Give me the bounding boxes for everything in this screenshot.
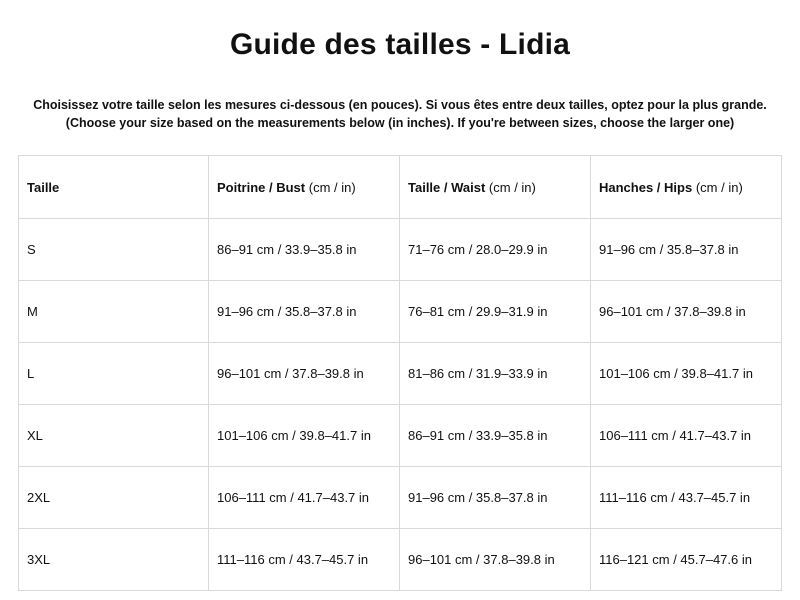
hips-cell: 101–106 cm / 39.8–41.7 in (591, 343, 782, 405)
page-title: Guide des tailles - Lidia (229, 28, 571, 61)
intro-text (0, 96, 800, 132)
table-header-row (19, 156, 782, 219)
waist-cell: 91–96 cm / 35.8–37.8 in (400, 467, 591, 529)
table-row (19, 529, 782, 591)
waist-cell: 86–91 cm / 33.9–35.8 in (400, 405, 591, 467)
header-waist (400, 156, 591, 219)
hips-cell: 106–111 cm / 41.7–43.7 in (591, 405, 782, 467)
table-row (19, 467, 782, 529)
table-row (19, 343, 782, 405)
hips-cell: 111–116 cm / 43.7–45.7 in (591, 467, 782, 529)
table-row (19, 219, 782, 281)
table-row (19, 281, 782, 343)
header-hips-unit: (cm / in) (695, 179, 743, 195)
table-row (19, 405, 782, 467)
header-size (19, 156, 209, 219)
waist-cell: 81–86 cm / 31.9–33.9 in (400, 343, 591, 405)
size-cell: M (19, 281, 209, 343)
bust-cell: 106–111 cm / 41.7–43.7 in (209, 467, 400, 529)
bust-cell: 111–116 cm / 43.7–45.7 in (209, 529, 400, 591)
hips-cell: 116–121 cm / 45.7–47.6 in (591, 529, 782, 591)
hips-cell: 91–96 cm / 35.8–37.8 in (591, 219, 782, 281)
bust-cell: 96–101 cm / 37.8–39.8 in (209, 343, 400, 405)
bust-cell: 101–106 cm / 39.8–41.7 in (209, 405, 400, 467)
size-table (18, 155, 782, 591)
size-cell: S (19, 219, 209, 281)
waist-cell: 96–101 cm / 37.8–39.8 in (400, 529, 591, 591)
intro-line-french: Choisissez votre taille selon les mesures ci-dessous (en pouces). Si vous êtes entre deux tailles, optez pour la plus grande. (33, 98, 767, 112)
header-bust (209, 156, 400, 219)
bust-cell: 91–96 cm / 35.8–37.8 in (209, 281, 400, 343)
hips-cell: 96–101 cm / 37.8–39.8 in (591, 281, 782, 343)
header-waist-unit: (cm / in) (488, 179, 536, 195)
header-bust-label: Poitrine / Bust (217, 179, 306, 195)
intro-line-english: (Choose your size based on the measurements below (in inches). If you're between sizes, choose the larger one) (65, 116, 735, 130)
bust-cell: 86–91 cm / 33.9–35.8 in (209, 219, 400, 281)
header-bust-unit: (cm / in) (308, 179, 356, 195)
waist-cell: 71–76 cm / 28.0–29.9 in (400, 219, 591, 281)
header-size-label: Taille (27, 179, 60, 195)
size-cell: 2XL (19, 467, 209, 529)
header-hips (591, 156, 782, 219)
waist-cell: 76–81 cm / 29.9–31.9 in (400, 281, 591, 343)
header-hips-label: Hanches / Hips (599, 179, 693, 195)
size-cell: L (19, 343, 209, 405)
size-cell: 3XL (19, 529, 209, 591)
header-waist-label: Taille / Waist (408, 179, 486, 195)
size-cell: XL (19, 405, 209, 467)
